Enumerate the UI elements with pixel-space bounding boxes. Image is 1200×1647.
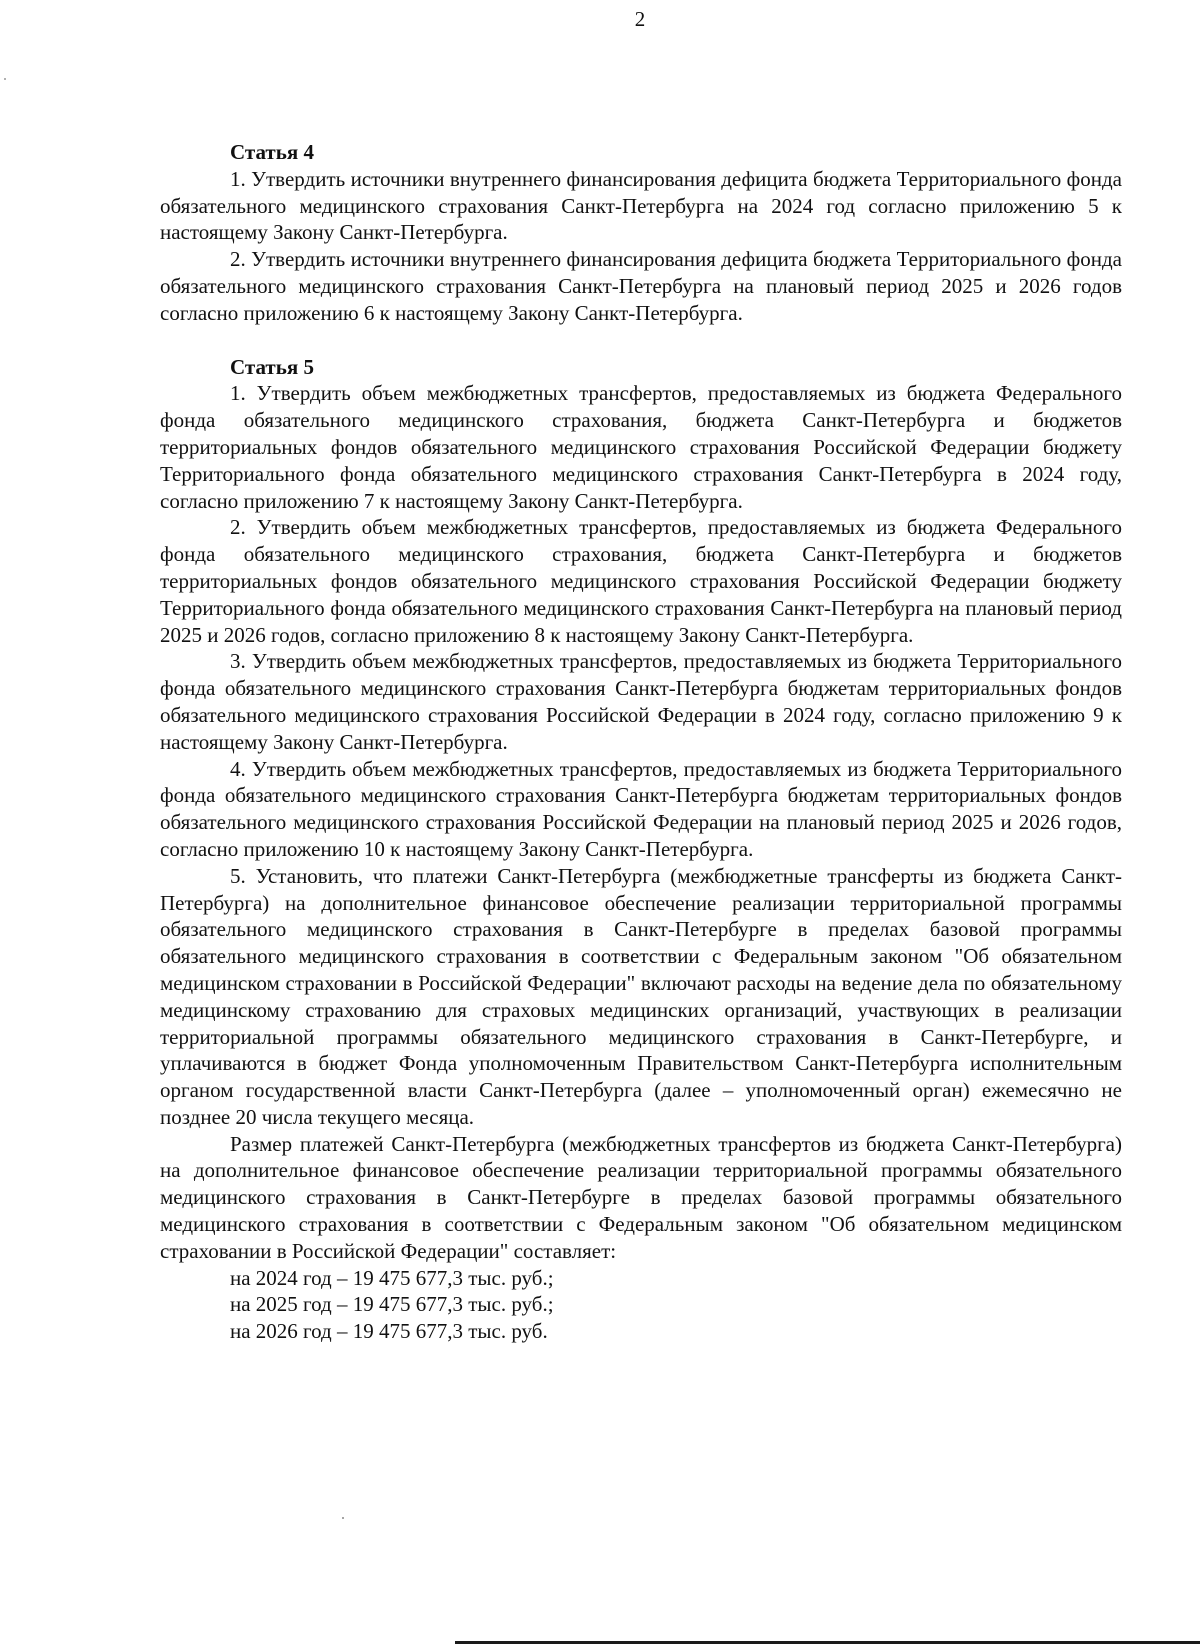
- page-number: 2: [634, 7, 646, 31]
- bottom-rule: [455, 1641, 1200, 1644]
- paragraph: 3. Утвердить объем межбюджетных трансфертов, предоставляемых из бюджета Территориального фонда обязательного медицинского страхования Санкт-Петербурга бюджетам территориальных фондов обязательного медицинского страхования Российской Федерации в 2024 году, согласно приложению 9 к настоящему Закону Санкт-Петербурга.: [160, 649, 1122, 754]
- paragraph: Размер платежей Санкт-Петербурга (межбюджетных трансфертов из бюджета Санкт-Петербурга) на дополнительное финансовое обеспечение реализации территориальной программы обязательного медицинского страхования в Санкт-Петербурге в пределах базовой программы обязательного медицинского страхования в соответствии с Федеральным законом "Об обязательном медицинском страховании в Российской Федерации" составляет:: [160, 1131, 1122, 1263]
- article-title: Статья 4: [230, 140, 314, 164]
- paragraph: 1. Утвердить объем межбюджетных трансфертов, предоставляемых из бюджета Федерального фонда обязательного медицинского страхования, бюджета Санкт-Петербурга и бюджетов территориальных фондов обязательного медицинского страхования Российской Федерации бюджету Территориального фонда обязательного медицинского страхования Санкт-Петербурга в 2024 году, согласно приложению 7 к настоящему Закону Санкт-Петербурга.: [160, 381, 1122, 513]
- amount-line: на 2024 год – 19 475 677,3 тыс. руб.;: [230, 1265, 554, 1290]
- article-4: [160, 139, 1122, 327]
- paragraph: 2. Утвердить источники внутреннего финансирования дефицита бюджета Территориального фонда обязательного медицинского страхования Санкт-Петербурга на плановый период 2025 и 2026 годов согласно приложению 6 к настоящему Закону Санкт-Петербурга.: [160, 247, 1122, 325]
- paragraph: 5. Установить, что платежи Санкт-Петербурга (межбюджетные трансферты из бюджета Санкт-Петербурга) на дополнительное финансовое обеспечение реализации территориальной программы обязательного медицинского страхования в Санкт-Петербурге в пределах базовой программы обязательного медицинского страхования в соответствии с Федеральным законом "Об обязательном медицинском страховании в Российской Федерации" включают расходы на ведение дела по обязательному медицинскому страхованию для страховых медицинских организаций, участвующих в реализации территориальной программы обязательного медицинского страхования в Санкт-Петербурге, и уплачиваются в бюджет Фонда уполномоченным Правительством Санкт-Петербурга исполнительным органом государственной власти Санкт-Петербурга (далее – уполномоченный орган) ежемесячно не позднее 20 числа текущего месяца.: [160, 863, 1122, 1129]
- document-body: [160, 139, 1122, 1345]
- article-title: Статья 5: [230, 354, 314, 379]
- paragraph: 2. Утвердить объем межбюджетных трансфертов, предоставляемых из бюджета Федерального фонда обязательного медицинского страхования, бюджета Санкт-Петербурга и бюджетов территориальных фондов обязательного медицинского страхования Российской Федерации бюджету Территориального фонда обязательного медицинского страхования Санкт-Петербурга на плановый период 2025 и 2026 годов, согласно приложению 8 к настоящему Закону Санкт-Петербурга.: [160, 515, 1122, 647]
- article-5: [160, 354, 1122, 1345]
- scan-speck: [4, 78, 6, 80]
- amount-line: на 2026 год – 19 475 677,3 тыс. руб.: [230, 1319, 548, 1344]
- section-spacer: [160, 327, 1122, 354]
- scan-speck: [342, 1517, 344, 1519]
- amount-line: на 2025 год – 19 475 677,3 тыс. руб.;: [230, 1292, 554, 1317]
- paragraph: 1. Утвердить источники внутреннего финансирования дефицита бюджета Территориального фонда обязательного медицинского страхования Санкт-Петербурга на 2024 год согласно приложению 5 к настоящему Закону Санкт-Петербурга.: [160, 166, 1122, 245]
- paragraph: 4. Утвердить объем межбюджетных трансфертов, предоставляемых из бюджета Территориального фонда обязательного медицинского страхования Санкт-Петербурга бюджетам территориальных фондов обязательного медицинского страхования Российской Федерации на плановый период 2025 и 2026 годов, согласно приложению 10 к настоящему Закону Санкт-Петербурга.: [160, 756, 1122, 861]
